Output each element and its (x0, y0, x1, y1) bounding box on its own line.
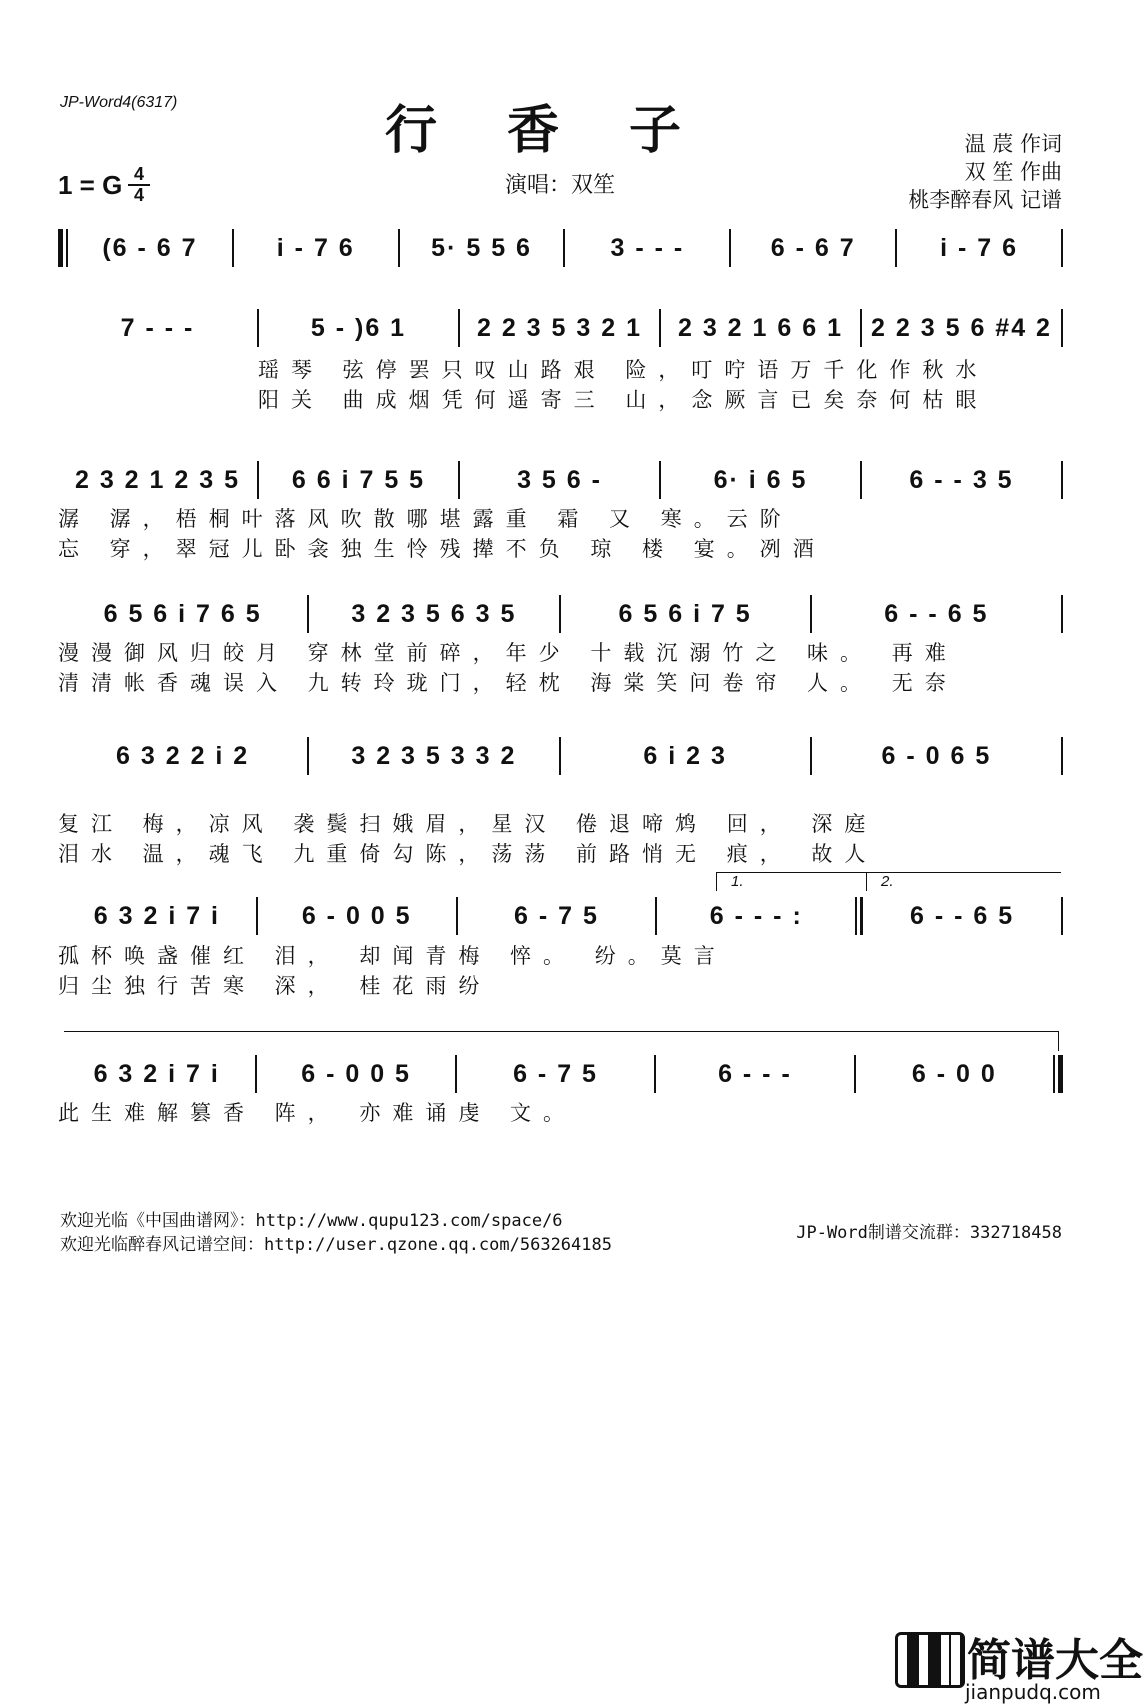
measure: 6 5 6 i 7 5 (618, 599, 752, 628)
lyric-verse-1: 瑶琴 弦停罢只叹山路艰 险，叮咛语万千化作秋水 (258, 358, 989, 382)
lyric-verse-1: 此生难解篡香 阵， 亦难诵虔 文。 (58, 1101, 577, 1125)
measure: 6 - - 3 5 (909, 465, 1014, 494)
lyric-verse-2: 清清帐香魂误入 九转玲珑门，轻枕 海棠笑问卷帘 人。 无奈 (58, 671, 958, 695)
measure: 6 - 0 0 5 (301, 901, 412, 930)
notation-line (58, 896, 1063, 936)
time-signature (128, 166, 150, 204)
measure: 6 3 2 i 7 i (93, 1059, 220, 1088)
measure: 6 - 7 5 (513, 1059, 598, 1088)
lyric-verse-2: 归尘独行苦寒 深， 桂花雨纷 (58, 974, 492, 998)
piano-icon (895, 1632, 965, 1688)
measure: 6 - - - (718, 1059, 792, 1088)
measure: 6· i 6 5 (713, 465, 808, 494)
measure: (6 - 6 7 (102, 233, 198, 262)
logo-url: jianpudq.com (965, 1680, 1101, 1704)
measure: 6 - - 6 5 (884, 599, 989, 628)
song-title: 行香子 (385, 100, 752, 161)
measure: 5· 5 5 6 (431, 233, 532, 262)
measure: 2 3 2 1 6 6 1 (677, 313, 843, 342)
notation-line (58, 594, 1063, 634)
system-bracket-end (1058, 1031, 1059, 1051)
notation-line (58, 228, 1063, 268)
footer-link-qupu[interactable]: 欢迎光临《中国曲谱网》：http://www.qupu123.com/space/6 (60, 1211, 563, 1231)
measure: 3 2 3 5 3 3 2 (351, 741, 517, 770)
measure: 5 - )6 1 (310, 313, 407, 342)
measure: 6 - 7 5 (514, 901, 599, 930)
lyric-verse-2: 忘 穿，翠冠儿卧衾独生怜残撵不负 琼 楼 宴。冽酒 (58, 537, 826, 561)
measure: 6 - 0 0 5 (301, 1059, 411, 1088)
singer: 演唱：双笙 (505, 173, 616, 198)
measure: i - 7 6 (276, 233, 355, 262)
lyric-verse-1: 复江 梅，凉风 袭鬓扫娥眉，星汉 倦退啼鸩 回， 深庭 (58, 812, 878, 836)
composer: 双 笙 作曲 (964, 160, 1062, 184)
key-signature: 1 = G (58, 170, 123, 200)
measure: 6 - 0 6 5 (881, 741, 992, 770)
software-label: JP-Word4(6317) (60, 94, 178, 111)
measure: 6 - - 6 5 (910, 901, 1015, 930)
footer-group: JP-Word制谱交流群：332718458 (796, 1223, 1062, 1243)
lyric-verse-2: 阳关 曲成烟凭何遥寄三 山，念厥言已矣奈何枯眼 (258, 388, 989, 412)
measure: 6 - 0 0 (911, 1059, 997, 1088)
lyric-verse-1: 潺 潺，梧桐叶落风吹散哪堪露重 霜 又 寒。云阶 (58, 507, 793, 531)
measure: 2 2 3 5 3 2 1 (476, 313, 642, 342)
measure: 7 - - - (120, 313, 195, 342)
measure: 6 - 6 7 (770, 233, 856, 262)
measure: 3 - - - (610, 233, 685, 262)
meter-bottom: 4 (133, 185, 144, 205)
measure: 6 3 2 i 7 i (93, 901, 221, 930)
measure: 3 2 3 5 6 3 5 (351, 599, 517, 628)
footer-link-qzone[interactable]: 欢迎光临醉春风记谱空间：http://user.qzone.qq.com/563264185 (60, 1235, 612, 1255)
notation-line (58, 308, 1063, 348)
volta-second-ending: 2. (866, 872, 1061, 891)
notation-line (58, 1054, 1063, 1094)
logo-name: 简谱大全 (967, 1635, 1143, 1686)
notation-line (58, 736, 1063, 776)
volta-first-ending: 1. (716, 872, 873, 891)
lyricist: 温 莀 作词 (964, 132, 1062, 156)
lyric-verse-1: 孤杯唤盏催红 泪， 却闻青梅 悴。 纷。莫言 (58, 944, 727, 968)
measure: 6 i 2 3 (643, 741, 727, 770)
lyric-verse-1: 漫漫御风归皎月 穿林堂前碎，年少 十载沉溺竹之 味。 再难 (58, 641, 958, 665)
measure: 2 2 3 5 6 #4 2 (871, 313, 1052, 342)
lyric-verse-2: 泪水 温，魂飞 九重倚勾陈，荡荡 前路悄无 痕， 故人 (58, 842, 878, 866)
measure: i - 7 6 (940, 233, 1019, 262)
site-logo (895, 1632, 1143, 1704)
transcriber: 桃李醉春风 记谱 (908, 188, 1062, 212)
measure: 6 3 2 2 i 2 (116, 741, 250, 770)
measure: 6 - - - : (709, 901, 803, 930)
measure: 3 5 6 - (517, 465, 602, 494)
meter-top: 4 (133, 164, 144, 184)
measure: 2 3 2 1 2 3 5 (74, 465, 240, 494)
measure: 6 5 6 i 7 6 5 (103, 599, 262, 628)
system-bracket-line (64, 1031, 1059, 1032)
notation-line (58, 460, 1063, 500)
measure: 6 6 i 7 5 5 (291, 465, 426, 494)
